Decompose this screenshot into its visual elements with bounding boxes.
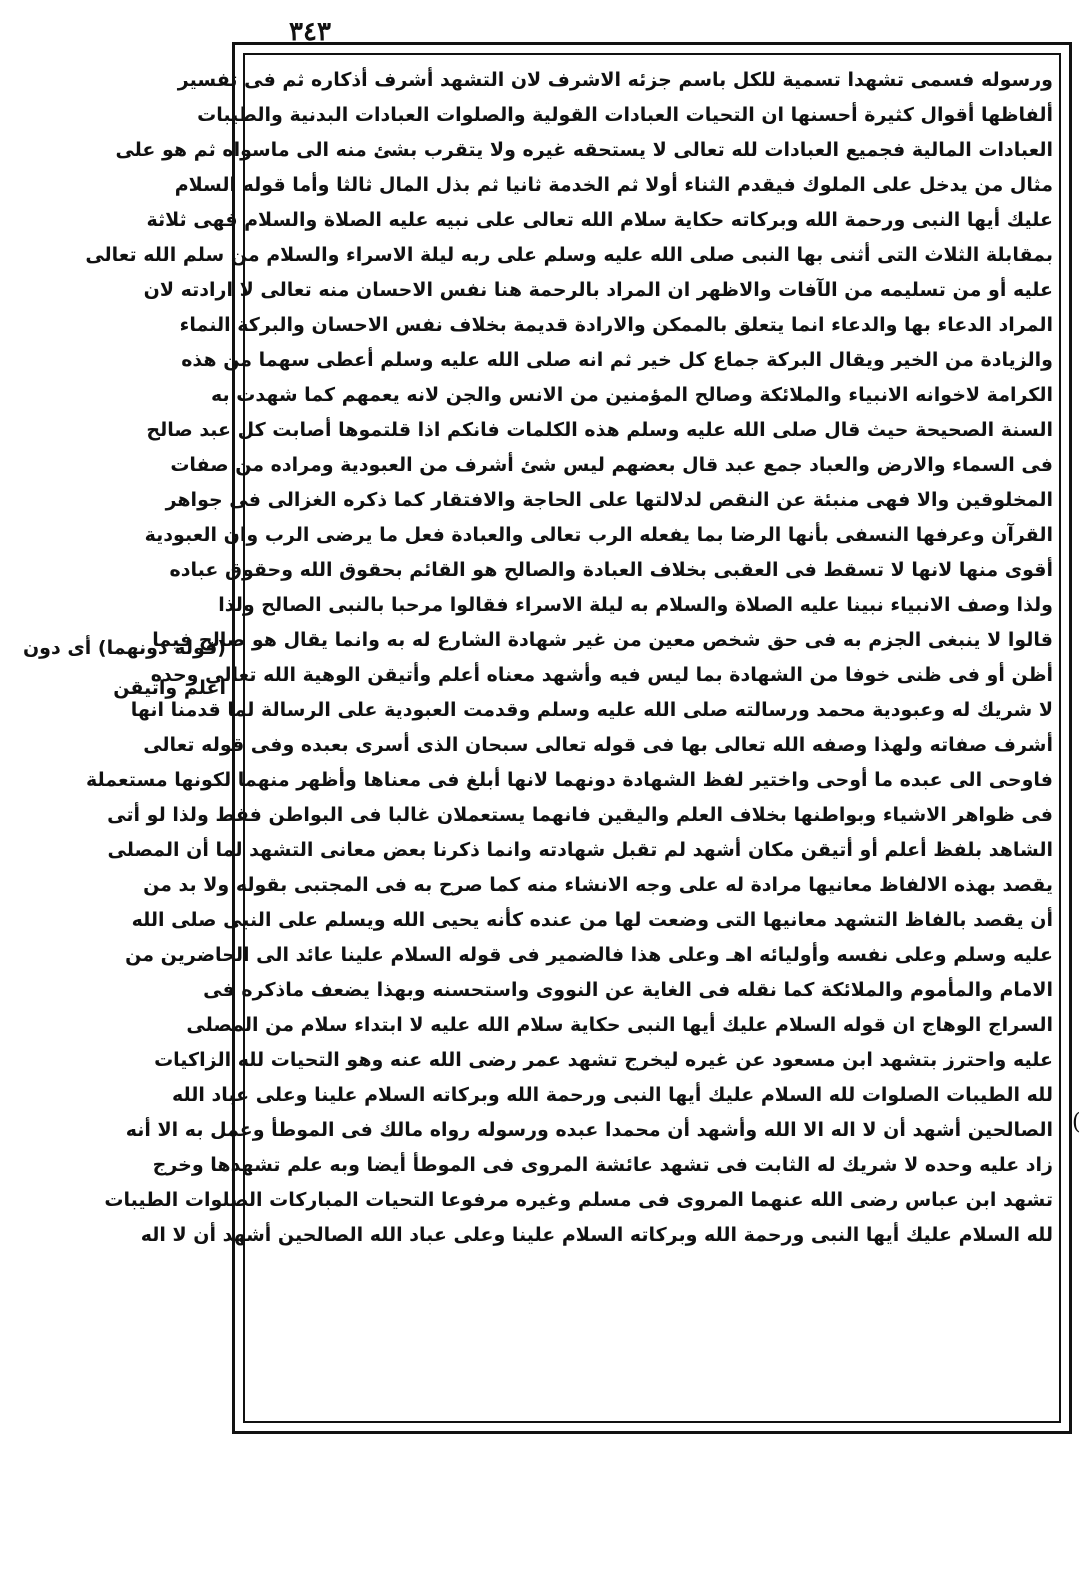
text-line: الكرامة لاخوانه الانبياء والملائكة وصالح المؤمنين من الانس والجن لانه يعمهم كما شهدت به: [211, 384, 1053, 406]
text-line: لله الطيبات الصلوات لله السلام عليك أيها النبى ورحمة الله وبركاته السلام علينا وعلى عباد الله: [171, 1084, 1053, 1106]
text-line: السنة الصحيحة حيث قال صلى الله عليه وسلم هذه الكلمات فانكم اذا قلتموها أصابت كل عبد صالح: [146, 419, 1053, 441]
text-line: عليه وسلم وعلى نفسه وأوليائه اهـ وعلى هذا فالضمير فى قوله السلام علينا عائد الى الحاضرين من: [125, 944, 1053, 966]
text-line: المراد الدعاء بها والدعاء انما يتعلق بالممكن والارادة قديمة بخلاف نفس الاحسان والبركة النماء: [179, 314, 1053, 336]
text-line: [251, 1323, 1053, 1358]
text-line: الشاهد بلفظ أعلم أو أتيقن مكان أشهد لم تقبل شهادته وانما ذكرنا بعض معانى التشهد لما أن المصلى: [107, 839, 1053, 861]
text-line: عليه واحترز بتشهد ابن مسعود عن غيره ليخرج تشهد عمر رضى الله عنه وهو التحيات لله الزاكيات: [154, 1049, 1053, 1071]
text-line: لله السلام عليك أيها النبى ورحمة الله وبركاته السلام علينا وعلى عباد الله الصالحين أشهد أن لا اله: [140, 1224, 1053, 1246]
text-line: عليه أو من تسليمه من الآفات والاظهر ان المراد بالرحمة هنا نفس الاحسان منه تعالى لا ارادته لان: [143, 279, 1053, 301]
text-line: والزيادة من الخير ويقال البركة جماع كل خير ثم انه صلى الله عليه وسلم أعطى سهما من هذه: [181, 349, 1053, 371]
text-line: السراج الوهاج ان قوله السلام عليك أيها النبى حكاية سلام الله عليه لا ابتداء سلام من المصلى: [186, 1014, 1053, 1036]
text-line: لا شريك له وعبودية محمد ورسالته صلى الله عليه وسلم وقدمت العبودية على الرسالة لما قدمنا انها: [130, 699, 1053, 721]
text-line: أقوى منها لانها لا تسقط فى العقبى بخلاف العبادة والصالح هو القائم بحقوق الله وحقوق عباده: [169, 559, 1053, 581]
margin-bracket-mark: (: [1072, 1110, 1081, 1135]
text-line: بمقابلة الثلاث التى أثنى بها النبى صلى الله عليه وسلم على ربه ليلة الاسراء والسلام من سلم الله تعالى: [85, 244, 1053, 266]
text-line: عليك أيها النبى ورحمة الله وبركاته حكاية سلام الله تعالى على نبيه عليه الصلاة والسلام فهى ثلاثة: [146, 209, 1053, 231]
text-line: الامام والمأموم والملائكة كما نقله فى الغاية عن النووى واستحسنه وبهذا يضعف ماذكره فى: [203, 979, 1053, 1001]
text-line: ولذا وصف الانبياء نبينا عليه الصلاة والسلام به ليلة الاسراء فقالوا مرحبا بالنبى الصالح ولذا: [218, 594, 1053, 616]
text-line: تشهد ابن عباس رضى الله عنهما المروى فى مسلم وغيره مرفوعا التحيات المباركات الصلوات الطيبات: [104, 1189, 1053, 1211]
text-line: زاد عليه وحده لا شريك له الثابت فى تشهد عائشة المروى فى الموطأ أيضا وبه علم تشهدها وخرج: [152, 1154, 1053, 1176]
text-line: أن يقصد بالفاظ التشهد معانيها التى وضعت لها من عنده كأنه يحيى الله ويسلم على النبى صلى الله: [131, 909, 1053, 931]
text-line: فاوحى الى عبده ما أوحى واختير لفظ الشهادة دونهما لانها أبلغ فى معناها وأظهر منهما لكونها مستعملة: [85, 769, 1053, 791]
text-line: قالوا لا ينبغى الجزم به فى حق شخص معين من غير شهادة الشارع له به وانما يقال هو صالح فيما: [152, 629, 1053, 651]
text-line: فى ظواهر الاشياء وبواطنها بخلاف العلم واليقين فانهما يستعملان غالبا فى البواطن فقط ولذا لو أتى: [107, 804, 1053, 826]
text-line: أظن أو فى ظنى خوفا من الشهادة بما ليس فيه وأشهد معناه أعلم وأتيقن الوهية الله تعالى وحده: [150, 664, 1053, 686]
text-line: [251, 1253, 1053, 1288]
text-line: الصالحين أشهد أن لا اله الا الله وأشهد أن محمدا عبده ورسوله رواه مالك فى الموطأ وعمل به الا أنه: [125, 1119, 1053, 1141]
text-line: مثال من يدخل على الملوك فيقدم الثناء أولا ثم الخدمة ثانيا ثم بذل المال ثالثا وأما قوله السلام: [174, 174, 1053, 196]
text-line: ألفاظها أقوال كثيرة أحسنها ان التحيات العبادات القولية والصلوات العبادات البدنية والطيبات: [197, 104, 1053, 126]
text-line: ورسوله فسمى تشهدا تسمية للكل باسم جزئه الاشرف لان التشهد أشرف أذكاره ثم فى تفسير: [177, 69, 1053, 91]
text-line: القرآن وعرفها النسفى بأنها الرضا بما يفعله الرب تعالى والعبادة فعل ما يرضى الرب وان العبودية: [144, 524, 1053, 546]
text-line: فى السماء والارض والعباد جمع عبد قال بعضهم ليس شئ أشرف من العبودية ومراده من صفات: [170, 454, 1053, 476]
margin-note-line: (قوله دونهما) أى دون: [22, 637, 226, 659]
text-line: أشرف صفاته ولهذا وصفه الله تعالى بها فى قوله تعالى سبحان الذى أسرى بعبده وفى قوله تعالى: [143, 734, 1053, 756]
text-line: العبادات المالية فجميع العبادات لله تعالى لا يستحقه غيره ولا يتقرب بشئ منه الى ماسواه ثم هو على: [115, 139, 1053, 161]
margin-note-line: اعلم واتيقن: [113, 677, 226, 699]
text-line: [251, 1358, 1053, 1393]
text-line: [251, 1288, 1053, 1323]
page-number: ٣٤٣: [289, 17, 331, 47]
text-line: يقصد بهذه الالفاظ معانيها مرادة له على وجه الانشاء منه كما صرح به فى المجتبى بقوله ولا بد من: [143, 874, 1053, 896]
text-line: المخلوقين والا فهى منبئة عن النقص لدلالتها على الحاجة والافتقار كما ذكره الغزالى فى جواهر: [165, 489, 1053, 511]
